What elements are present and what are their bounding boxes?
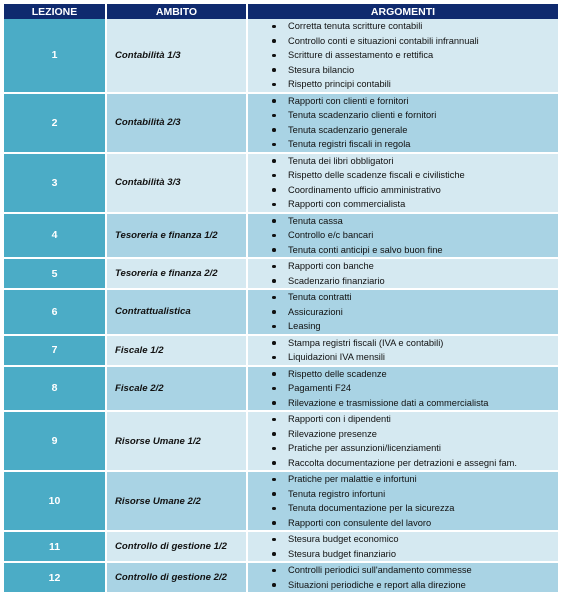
ambito-cell: Contrattualistica: [107, 290, 248, 336]
lesson-number: 8: [4, 367, 107, 413]
argomenti-cell: [248, 367, 558, 413]
list-item: Tenuta dei libri obbligatori: [248, 154, 558, 169]
list-item: Rapporti con consulente del lavoro: [248, 516, 558, 531]
argomenti-cell: [248, 19, 558, 94]
list-item: Stesura budget economico: [248, 532, 558, 547]
header-lezione: LEZIONE: [4, 4, 107, 19]
list-item: Rispetto delle scadenze fiscali e civilistiche: [248, 168, 558, 183]
argomenti-list: [248, 290, 558, 334]
list-item: Tenuta conti anticipi e salvo buon fine: [248, 243, 558, 258]
lesson-number: 7: [4, 336, 107, 367]
list-item: Rapporti con clienti e fornitori: [248, 94, 558, 109]
table-row: [4, 412, 558, 472]
lesson-number: 6: [4, 290, 107, 336]
list-item: Pagamenti F24: [248, 381, 558, 396]
lesson-number: 5: [4, 259, 107, 290]
list-item: Rapporti con banche: [248, 259, 558, 274]
list-item: Liquidazioni IVA mensili: [248, 350, 558, 365]
ambito-cell: Fiscale 2/2: [107, 367, 248, 413]
argomenti-cell: [248, 290, 558, 336]
ambito-cell: Tesoreria e finanza 1/2: [107, 214, 248, 260]
table-row: [4, 94, 558, 154]
list-item: Controllo e/c bancari: [248, 228, 558, 243]
table-row: [4, 563, 558, 594]
table-row: [4, 19, 558, 94]
list-item: Assicurazioni: [248, 305, 558, 320]
list-item: Controllo conti e situazioni contabili infrannuali: [248, 34, 558, 49]
list-item: Rapporti con i dipendenti: [248, 412, 558, 427]
lesson-number: 1: [4, 19, 107, 94]
argomenti-list: [248, 214, 558, 258]
list-item: Stampa registri fiscali (IVA e contabili): [248, 336, 558, 351]
list-item: Pratiche per malattie e infortuni: [248, 472, 558, 487]
table-row: [4, 290, 558, 336]
list-item: Situazioni periodiche e report alla direzione: [248, 578, 558, 593]
lesson-number: 10: [4, 472, 107, 532]
list-item: Tenuta registri fiscali in regola: [248, 137, 558, 152]
list-item: Tenuta registro infortuni: [248, 487, 558, 502]
argomenti-list: [248, 563, 558, 592]
list-item: Tenuta scadenzario clienti e fornitori: [248, 108, 558, 123]
ambito-cell: Fiscale 1/2: [107, 336, 248, 367]
table-row: [4, 472, 558, 532]
list-item: Rapporti con commercialista: [248, 197, 558, 212]
ambito-cell: Contabilità 3/3: [107, 154, 248, 214]
table-row: [4, 532, 558, 563]
header-ambito: AMBITO: [107, 4, 248, 19]
argomenti-list: [248, 472, 558, 530]
argomenti-list: [248, 94, 558, 152]
list-item: Rispetto principi contabili: [248, 77, 558, 92]
list-item: Coordinamento ufficio amministrativo: [248, 183, 558, 198]
argomenti-list: [248, 259, 558, 288]
argomenti-cell: [248, 214, 558, 260]
lesson-number: 4: [4, 214, 107, 260]
argomenti-list: [248, 367, 558, 411]
list-item: Pratiche per assunzioni/licenziamenti: [248, 441, 558, 456]
argomenti-cell: [248, 154, 558, 214]
list-item: Raccolta documentazione per detrazioni e assegni fam.: [248, 456, 558, 471]
table-row: [4, 367, 558, 413]
list-item: Rilevazione e trasmissione dati a commercialista: [248, 396, 558, 411]
list-item: Tenuta contratti: [248, 290, 558, 305]
argomenti-list: [248, 154, 558, 212]
header-argomenti: ARGOMENTI: [248, 4, 558, 19]
list-item: Rispetto delle scadenze: [248, 367, 558, 382]
ambito-cell: Controllo di gestione 2/2: [107, 563, 248, 594]
argomenti-cell: [248, 472, 558, 532]
argomenti-cell: [248, 412, 558, 472]
table-row: [4, 336, 558, 367]
argomenti-list: [248, 412, 558, 470]
argomenti-cell: [248, 336, 558, 367]
argomenti-cell: [248, 532, 558, 563]
list-item: Corretta tenuta scritture contabili: [248, 19, 558, 34]
ambito-cell: Contabilità 2/3: [107, 94, 248, 154]
ambito-cell: Controllo di gestione 1/2: [107, 532, 248, 563]
lesson-number: 2: [4, 94, 107, 154]
list-item: Scritture di assestamento e rettifica: [248, 48, 558, 63]
list-item: Rilevazione presenze: [248, 427, 558, 442]
list-item: Scadenzario finanziario: [248, 274, 558, 289]
lesson-number: 12: [4, 563, 107, 594]
list-item: Tenuta documentazione per la sicurezza: [248, 501, 558, 516]
argomenti-cell: [248, 259, 558, 290]
table-row: [4, 214, 558, 260]
ambito-cell: Tesoreria e finanza 2/2: [107, 259, 248, 290]
header-row: [4, 4, 558, 19]
list-item: Leasing: [248, 319, 558, 334]
list-item: Stesura bilancio: [248, 63, 558, 78]
argomenti-list: [248, 532, 558, 561]
argomenti-cell: [248, 94, 558, 154]
table-row: [4, 154, 558, 214]
argomenti-list: [248, 19, 558, 92]
table-body: [4, 19, 558, 594]
ambito-cell: Contabilità 1/3: [107, 19, 248, 94]
argomenti-list: [248, 336, 558, 365]
lesson-number: 9: [4, 412, 107, 472]
ambito-cell: Risorse Umane 2/2: [107, 472, 248, 532]
list-item: Tenuta scadenzario generale: [248, 123, 558, 138]
lesson-number: 3: [4, 154, 107, 214]
ambito-cell: Risorse Umane 1/2: [107, 412, 248, 472]
list-item: Controlli periodici sull'andamento commesse: [248, 563, 558, 578]
syllabus-table: [4, 4, 558, 594]
list-item: Stesura budget finanziario: [248, 547, 558, 562]
argomenti-cell: [248, 563, 558, 594]
list-item: Tenuta cassa: [248, 214, 558, 229]
lesson-number: 11: [4, 532, 107, 563]
table-row: [4, 259, 558, 290]
